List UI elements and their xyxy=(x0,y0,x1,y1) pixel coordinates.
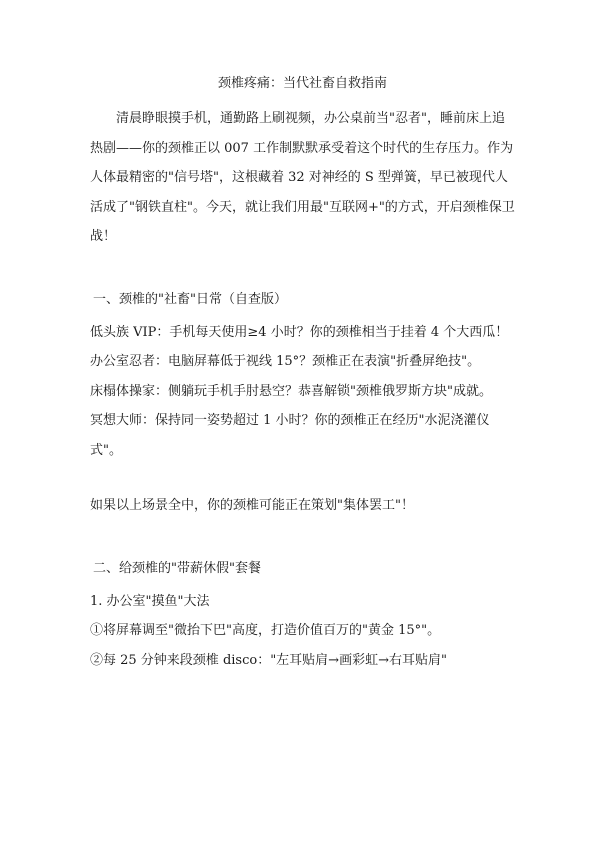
section-heading-2: 二、给颈椎的"带薪休假"套餐 xyxy=(93,560,261,576)
symptom-item: 办公室忍者：电脑屏幕低于视线 15°？颈椎正在表演"折叠屏绝技"。 xyxy=(90,354,481,369)
symptom-item: 低头族 VIP：手机每天使用≥4 小时？你的颈椎相当于挂着 4 个大西瓜！ xyxy=(90,324,509,340)
symptom-item: 床榻体操家：侧躺玩手机手肘悬空？恭喜解锁"颈椎俄罗斯方块"成就。 xyxy=(90,383,492,399)
intro-paragraph: 清晨睁眼摸手机，通勤路上刷视频，办公桌前当"忍者"，睡前床上追热剧——你的颈椎正以 007 工作制默默承受着这个时代的生存压力。作为人体最精密的"信号塔"，这根藏着 32 对神经的 S 型弹簧，早已被现代人活成了"钢铁直柱"。今天，就让我们用最"互联网+"的方式，开启颈椎保卫战！ xyxy=(90,111,515,244)
document-page xyxy=(90,60,515,675)
document-title: 颈椎疼痛：当代社畜自救指南 xyxy=(217,76,387,91)
symptom-list xyxy=(90,318,515,466)
tip-step: ②每 25 分钟来段颈椎 disco："左耳贴肩→画彩虹→右耳贴肩" xyxy=(90,652,447,668)
section-heading-1: 一、颈椎的"社畜"日常（自查版） xyxy=(93,291,287,307)
symptom-item: 冥想大师：保持同一姿势超过 1 小时？你的颈椎正在经历"水泥浇灌仪式"。 xyxy=(90,413,490,458)
tip-step: ①将屏幕调至"微抬下巴"高度，打造价值百万的"黄金 15°"。 xyxy=(90,623,441,638)
section1-conclusion: 如果以上场景全中，你的颈椎可能正在策划"集体罢工"！ xyxy=(90,498,414,513)
subsection-heading: 1. 办公室"摸鱼"大法 xyxy=(90,593,210,609)
office-tips xyxy=(90,587,515,676)
